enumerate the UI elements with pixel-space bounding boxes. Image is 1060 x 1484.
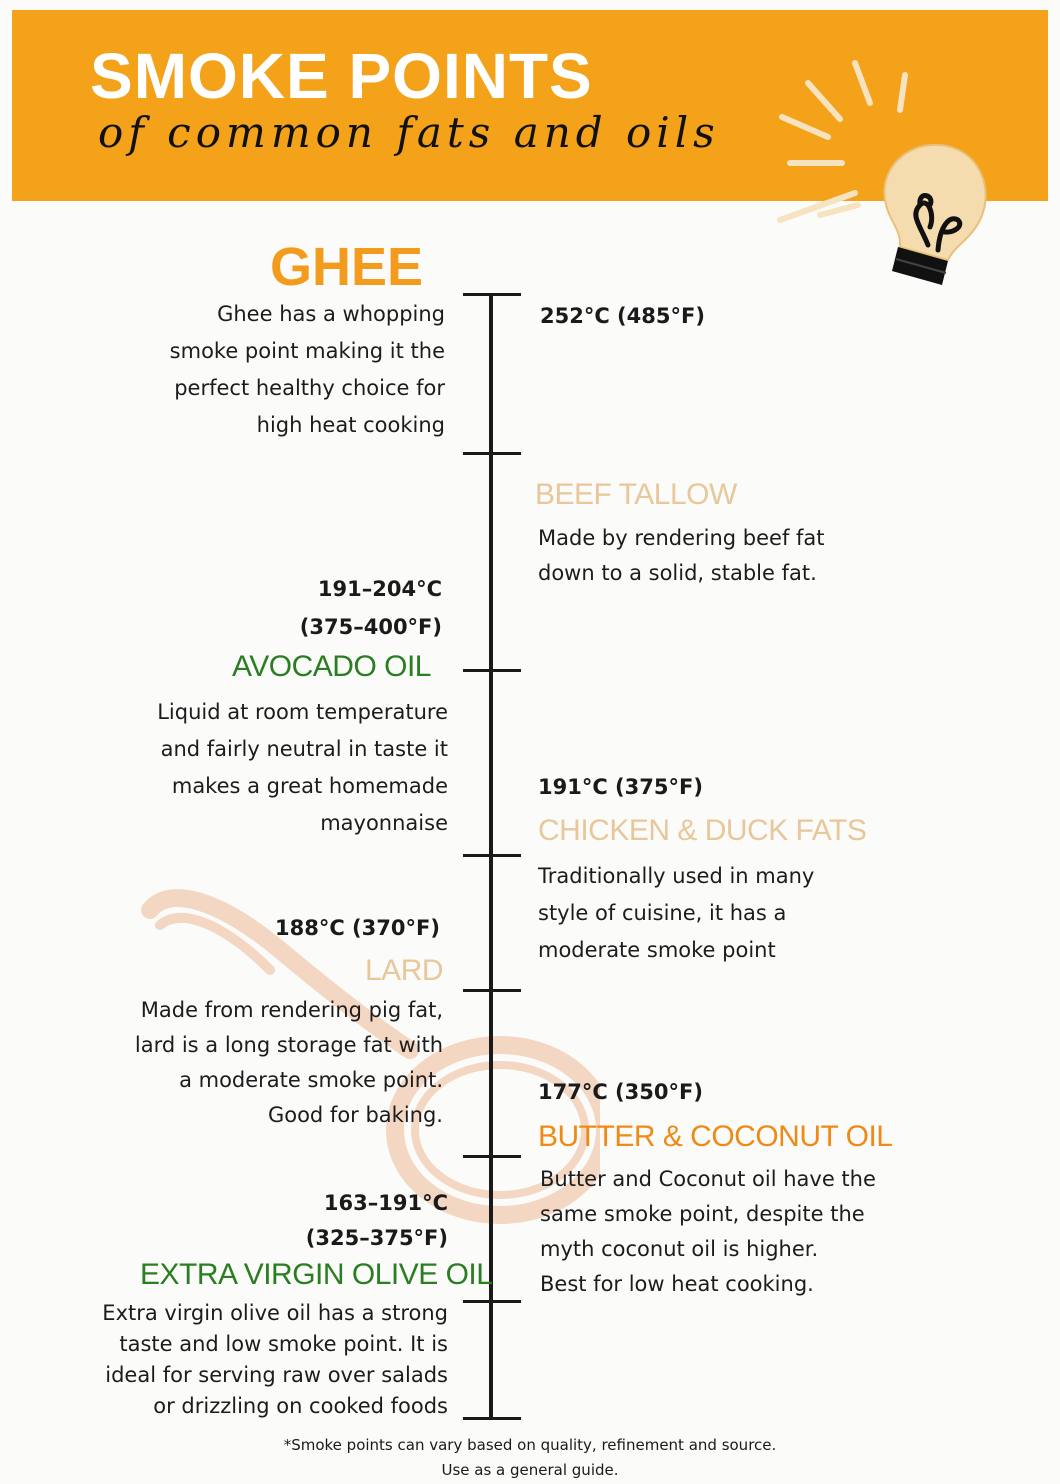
ghee-temp: 252°C (485°F) [540,304,705,328]
butter-coconut-temp: 177°C (350°F) [538,1080,703,1104]
lard-temp: 188°C (370°F) [275,916,440,940]
timeline-tick [463,293,521,296]
olive-oil-temp: 163–191°C (325–375°F) [305,1191,448,1250]
olive-oil-title: EXTRA VIRGIN OLIVE OIL [140,1258,493,1291]
beef-tallow-title: BEEF TALLOW [535,478,737,511]
timeline-tick [463,1300,521,1303]
olive-oil-desc: Extra virgin olive oil has a strong taste and low smoke point. It is ideal for serving raw over salads or drizzling on cooked foods [102,1301,448,1418]
page-title: SMOKE POINTS [90,40,593,112]
avocado-oil-desc: Liquid at room temperature and fairly neutral in taste it makes a great homemade mayonnaise [157,700,448,835]
chicken-duck-desc: Traditionally used in many style of cuisine, it has a moderate smoke point [538,864,815,962]
footer-note: *Smoke points can vary based on quality, refinement and source. [283,1436,777,1454]
chicken-duck-title: CHICKEN & DUCK FATS [538,814,867,847]
timeline-tick [463,669,521,672]
timeline-tick [463,452,521,455]
timeline-tick [463,989,521,992]
butter-coconut-title: BUTTER & COCONUT OIL [538,1120,893,1153]
ghee-title: GHEE [270,237,424,297]
lightbulb-icon [770,55,1000,305]
timeline-tick [463,1417,521,1420]
timeline-tick [463,1155,521,1158]
butter-coconut-desc: Butter and Coconut oil have the same smoke point, despite the myth coconut oil is higher. Best for low heat cooking. [540,1167,876,1296]
timeline-tick [463,854,521,857]
lard-title: LARD [365,954,444,987]
footer-note-2: Use as a general guide. [441,1461,619,1479]
page-subtitle: of common fats and oils [98,108,720,157]
ghee-desc: Ghee has a whopping smoke point making it the perfect healthy choice for high heat cooking [169,302,445,437]
lard-desc: Made from rendering pig fat, lard is a long storage fat with a moderate smoke point. Good for baking. [134,998,443,1127]
beef-tallow-desc: Made by rendering beef fat down to a solid, stable fat. [538,526,825,585]
avocado-oil-title: AVOCADO OIL [232,650,431,683]
chicken-duck-temp: 191°C (375°F) [538,775,703,799]
beef-tallow-temp: 191–204°C (375–400°F) [299,577,442,639]
